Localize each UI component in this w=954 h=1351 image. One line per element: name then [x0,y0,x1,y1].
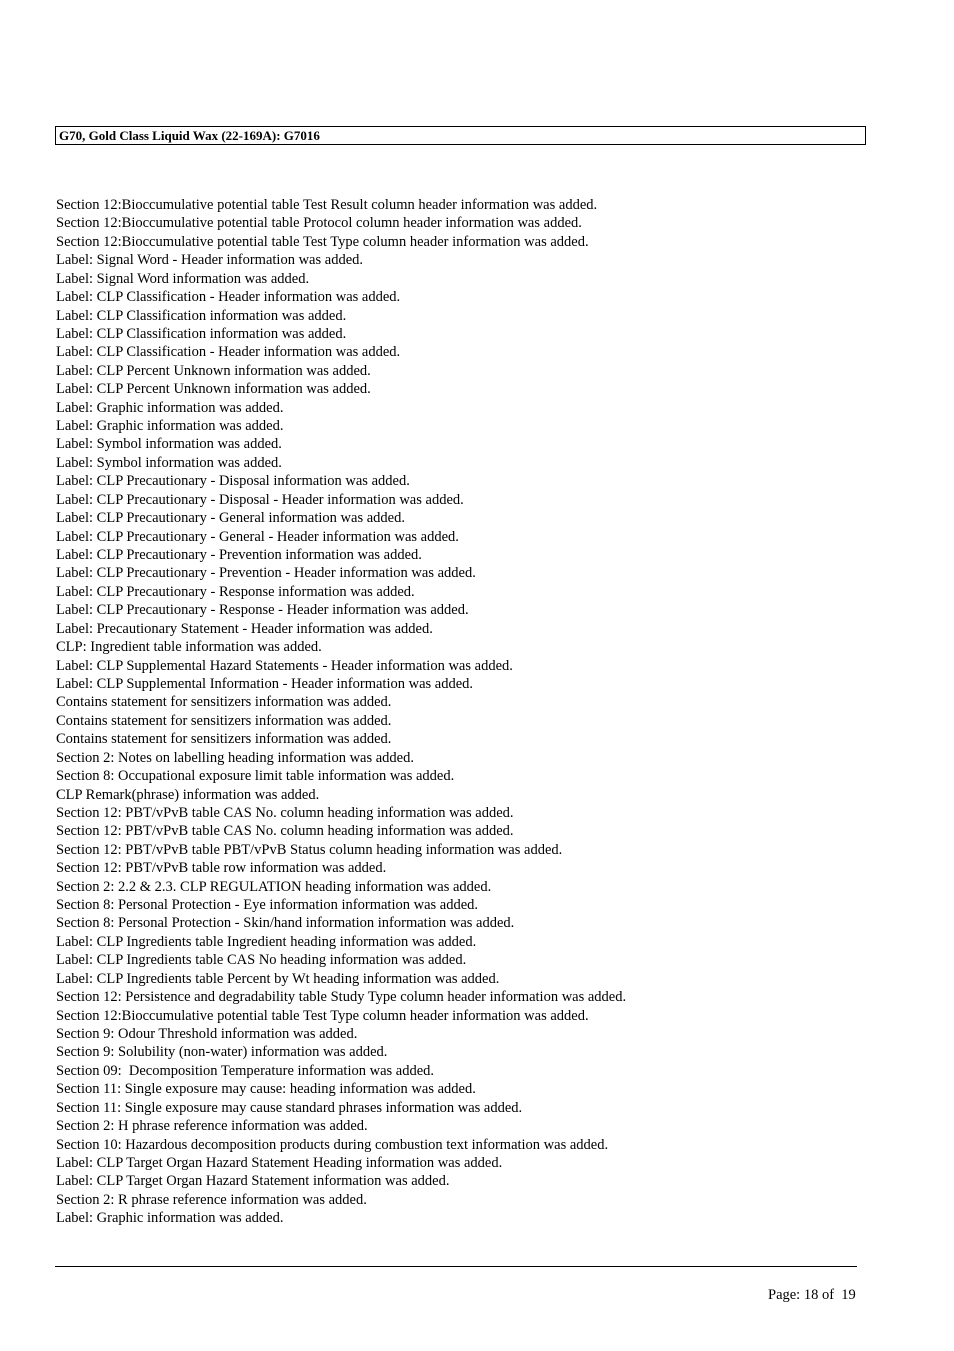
page-number: Page: 18 of 19 [768,1287,856,1303]
revision-note-line: Section 9: Solubility (non-water) information was added. [56,1044,388,1061]
revision-note-line: Label: Precautionary Statement - Header information was added. [56,620,433,637]
revision-note-line: Section 9: Odour Threshold information was added. [56,1025,358,1042]
revision-note-line: Section 8: Personal Protection - Eye information information was added. [56,897,479,914]
revision-note-line: Section 12: Persistence and degradability table Study Type column header information was added. [56,989,627,1006]
revision-note-line: Label: CLP Ingredients table CAS No heading information was added. [56,952,467,969]
revision-note-line: Label: CLP Classification - Header information was added. [56,289,401,306]
revision-note-line: Section 12:Bioccumulative potential table Test Type column header information was added. [56,233,589,250]
revision-note-line: Label: CLP Ingredients table Ingredient heading information was added. [56,933,477,950]
revision-note-line: Section 8: Occupational exposure limit table information was added. [56,768,455,785]
revision-note-line: Label: CLP Supplemental Information - Header information was added. [56,675,474,692]
revision-note-line: Section 12:Bioccumulative potential table Test Type column header information was added. [56,1007,589,1024]
revision-note-line: Label: CLP Classification information was added. [56,307,347,324]
revision-note-line: Label: CLP Supplemental Hazard Statements - Header information was added. [56,657,513,674]
revision-note-line: Label: CLP Percent Unknown information was added. [56,381,371,398]
revision-note-line: Section 11: Single exposure may cause: heading information was added. [56,1081,476,1098]
revision-note-line: Section 2: H phrase reference information was added. [56,1118,368,1135]
revision-note-line: Label: CLP Precautionary - Prevention information was added. [56,547,422,564]
revision-note-line: CLP: Ingredient table information was added. [56,639,322,656]
revision-note-line: Label: Graphic information was added. [56,399,284,416]
revision-note-line: Label: CLP Precautionary - Response - Header information was added. [56,602,469,619]
revision-note-line: Label: Graphic information was added. [56,418,284,435]
revision-note-line: Section 10: Hazardous decomposition products during combustion text information was added. [56,1136,609,1153]
revision-note-line: Label: CLP Precautionary - Disposal information was added. [56,473,410,490]
revision-note-line: Section 12:Bioccumulative potential table Protocol column header information was added. [56,215,582,232]
revision-note-line: Label: Symbol information was added. [56,454,282,471]
revision-note-line: Label: Signal Word - Header information was added. [56,252,363,269]
revision-note-line: Section 2: Notes on labelling heading information was added. [56,749,414,766]
revision-note-line: Label: CLP Precautionary - General - Header information was added. [56,528,459,545]
revision-note-line: Label: CLP Precautionary - Response information was added. [56,583,415,600]
revision-note-line: Section 11: Single exposure may cause standard phrases information was added. [56,1099,523,1116]
revision-note-line: Label: Graphic information was added. [56,1210,284,1227]
revision-note-line: Section 12:Bioccumulative potential table Test Result column header information was added. [56,197,598,213]
revision-note-line: CLP Remark(phrase) information was added. [56,786,320,803]
revision-notes-list [56,196,626,1228]
revision-note-line: Label: CLP Classification information was added. [56,325,347,342]
revision-note-line: Label: CLP Target Organ Hazard Statement Heading information was added. [56,1154,503,1171]
revision-note-line: Section 8: Personal Protection - Skin/hand information information was added. [56,915,515,932]
revision-note-line: Section 09: Decomposition Temperature information was added. [56,1062,435,1079]
revision-note-line: Section 2: R phrase reference information was added. [56,1191,367,1208]
document-title: G70, Gold Class Liquid Wax (22-169A): G7016 [59,128,320,143]
footer-divider [55,1266,857,1267]
revision-note-line: Section 12: PBT/vPvB table CAS No. column heading information was added. [56,823,514,840]
revision-note-line: Section 12: PBT/vPvB table PBT/vPvB Status column heading information was added. [56,841,563,858]
revision-note-line: Label: CLP Precautionary - General information was added. [56,510,405,527]
revision-note-line: Label: CLP Ingredients table Percent by Wt heading information was added. [56,970,500,987]
revision-note-line: Label: CLP Precautionary - Prevention - Header information was added. [56,565,476,582]
revision-note-line: Section 2: 2.2 & 2.3. CLP REGULATION heading information was added. [56,878,492,895]
revision-note-line: Contains statement for sensitizers information was added. [56,712,392,729]
revision-note-line: Contains statement for sensitizers information was added. [56,731,392,748]
revision-note-line: Label: Signal Word information was added. [56,270,310,287]
document-header [55,126,866,145]
revision-note-line: Label: Symbol information was added. [56,436,282,453]
revision-note-line: Label: CLP Precautionary - Disposal - Header information was added. [56,491,464,508]
revision-note-line: Label: CLP Classification - Header information was added. [56,344,401,361]
revision-note-line: Section 12: PBT/vPvB table row information was added. [56,860,387,877]
revision-note-line: Label: CLP Percent Unknown information was added. [56,362,371,379]
revision-note-line: Section 12: PBT/vPvB table CAS No. column heading information was added. [56,804,514,821]
revision-note-line: Label: CLP Target Organ Hazard Statement information was added. [56,1173,450,1190]
revision-note-line: Contains statement for sensitizers information was added. [56,694,392,711]
